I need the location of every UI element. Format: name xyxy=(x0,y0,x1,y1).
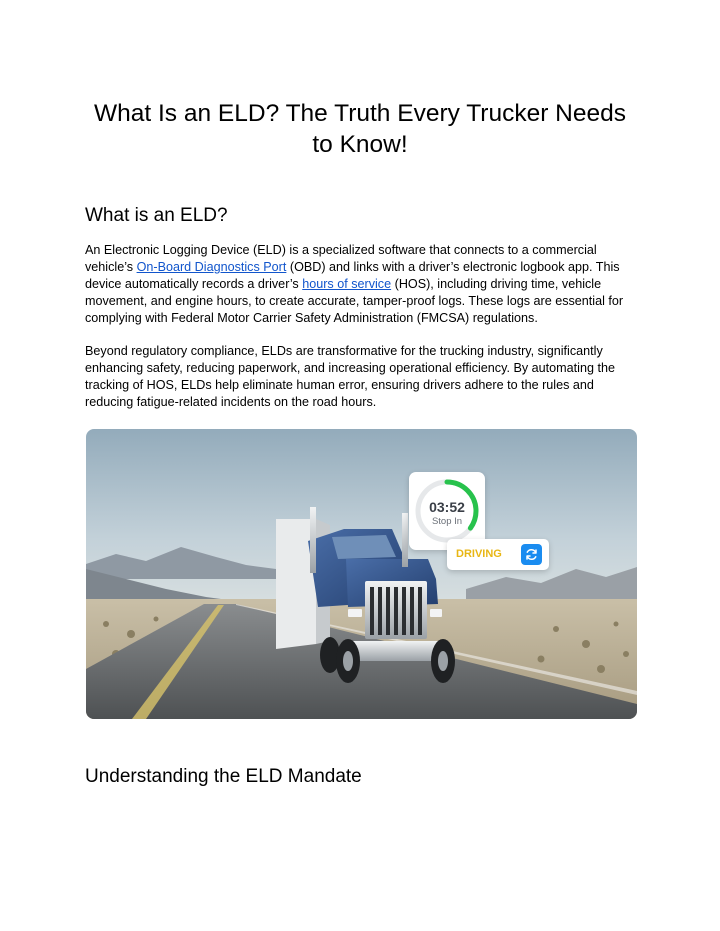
section-heading-eld-mandate: Understanding the ELD Mandate xyxy=(85,766,362,787)
refresh-button xyxy=(521,544,542,565)
timer-time: 03:52 xyxy=(429,499,465,515)
driving-status-card xyxy=(447,539,549,570)
refresh-icon xyxy=(524,547,539,562)
truck-scene-illustration xyxy=(86,429,637,719)
paragraph-text: An Electronic Logging Device (ELD) is a specialized software that connects to a commercial vehicle’s xyxy=(85,243,597,274)
paragraph-text: (HOS), including driving time, vehicle movement, and engine hours, to create accurate, tamper-proof logs. These logs are essential for complying with Federal Motor Carrier Safety Administration (FMCSA) regulations. xyxy=(85,277,624,325)
driving-status-label: DRIVING xyxy=(456,548,502,560)
paragraph-eld-definition xyxy=(85,242,640,327)
document-title: What Is an ELD? The Truth Every Trucker Needs to Know! xyxy=(94,100,626,158)
obd-port-link[interactable]: On-Board Diagnostics Port xyxy=(136,260,287,274)
section-heading-what-is-eld: What is an ELD? xyxy=(85,205,228,226)
hero-truck-image xyxy=(86,429,637,719)
paragraph-eld-benefits: Beyond regulatory compliance, ELDs are transformative for the trucking industry, significantly enhancing safety, reducing paperwork, and increasing operational efficiency. By automating the tracking of HOS, ELDs help eliminate human error, ensuring drivers adhere to the rules and reducing fatigue-related incidents on the road hours. xyxy=(85,344,615,409)
hours-of-service-link[interactable]: hours of service xyxy=(302,277,392,291)
timer-label: Stop In xyxy=(431,516,463,527)
paragraph-text: (OBD) and links with a driver’s electronic logbook app. This device automatically records a driver’s xyxy=(85,260,620,291)
